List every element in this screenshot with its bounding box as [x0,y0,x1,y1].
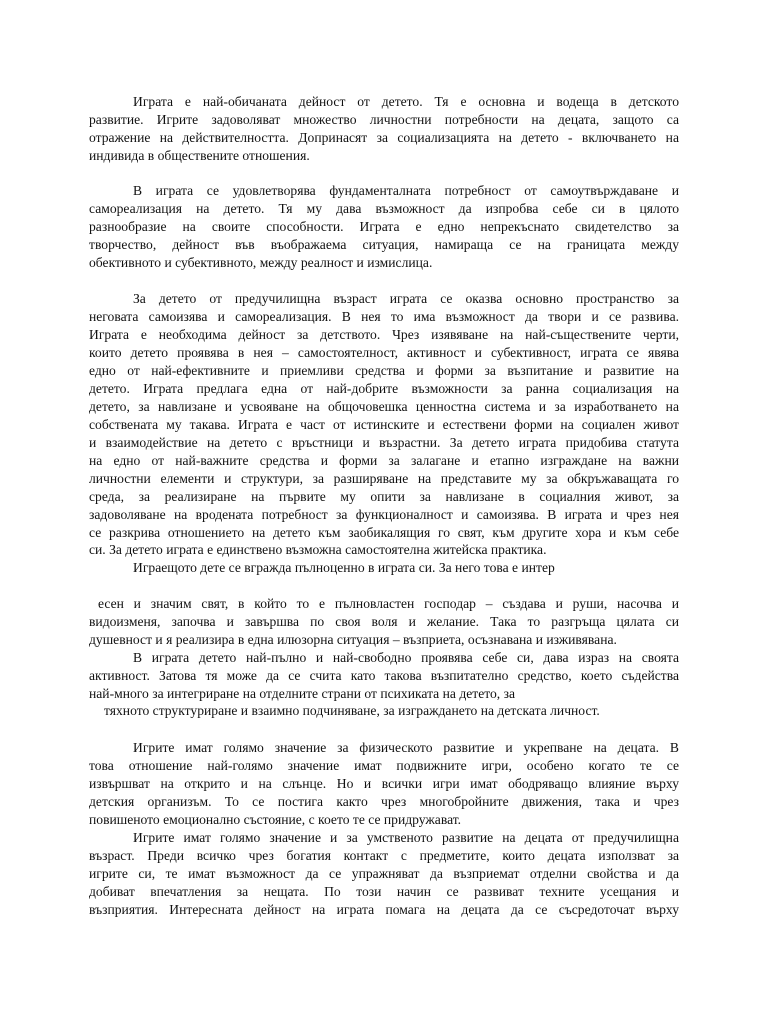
text-line: активност. Затова тя може да се счита като такова възпитателно средство, което съдейства [89,668,679,683]
text-line: душевност и я реализира в една илюзорна ситуация – възприета, осъзнавана и изживявана. [89,632,617,647]
text-line: индивида в обществените отношения. [89,148,310,163]
text-line: си. За детето играта е единствено възможна самостоятелна житейска практика. [89,542,547,557]
text-line: игрите си, те имат възможност да се упражняват да възприемат отделни свойства и да [89,866,679,881]
text-line: детето, за навлизане и усвояване на общочовешка ценностна система и за изработването на [89,399,679,414]
text-line: детето. Играта предлага една от най-добрите възможности за ранна социализация на [89,381,679,396]
text-line: на едно от най-важните средства и форми за залагане и етапно изграждане на важни [89,453,679,468]
text-line: Игрите имат голямо значение за физическото развитие и укрепване на децата. В [133,740,679,755]
text-line: и взаимодействие на детето с връстници и възрастни. За детето играта придобива статута [89,435,679,450]
text-line: тяхното структуриране и взаимно подчиняване, за изграждането на детската личност. [104,703,600,718]
text-line: обективното и субективното, между реалност и измислица. [89,255,433,270]
text-line: самореализация на детето. Тя му дава възможност да изпробва себе си в цялото [89,201,679,216]
text-line: възприятия. Интересната дейност на играта помага на децата да се съсредоточат върху [89,902,679,917]
text-line: възраст. Преди всичко чрез богатия контакт с предметите, които децата използват за [89,848,679,863]
text-line: Игрите имат голямо значение и за умственото развитие на децата от предучилищна [133,830,679,845]
text-line: отражение на действителността. Допринасят за социализацията на детето - включването на [89,130,679,145]
text-line: детския организъм. То се постига както чрез многобройните движения, така и чрез [89,794,679,809]
text-line: това отношение най-голямо значение имат подвижните игри, особено когато те се [89,758,679,773]
text-line: Играещото дете се вгражда пълноценно в играта си. За него това е интер [133,560,555,575]
text-line: задоволяване на вродената потребност за функционалност и самоизява. В играта и чрез нея [89,507,679,522]
text-line: Играта е най-обичаната дейност от детето. Тя е основна и водеща в детското [133,94,679,109]
text-line: най-много за интегриране на отделните страни от психиката на детето, за [89,686,516,701]
text-line: Играта е необходима дейност за детството. Чрез изявяване на най-съществените черти, [89,327,679,342]
text-line: едно от най-ефективните и приемливи средства и форми за възпитание и развитие на [89,363,679,378]
text-line: личностни елементи и структури, за разширяване на представите му за обкръжаващата го [89,471,679,486]
text-line: които детето проявява в нея – самостоятелност, активност и субективност, играта се явява [89,345,679,360]
text-line: добиват впечатления за нещата. По този начин се развиват техните усещания и [89,884,679,899]
text-line: видоизменя, започва и завършва по своя воля и желание. Така то разгръща цялата си [89,614,679,629]
text-line: В играта детето най-пълно и най-свободно проявява себе си, дава израз на своята [133,650,679,665]
text-line: се разкрива отношението на детето към заобикалящия го свят, към другите хора и към себе [89,525,679,540]
text-line: собствената му такава. Играта е част от истинските и естествени форми на социален живот [89,417,679,432]
text-line: повишеното емоционално състояние, с което те се придружават. [89,812,462,827]
text-line: За детето от предучилищна възраст играта се оказва основно пространство за [133,291,679,306]
text-line: В играта се удовлетворява фундаменталната потребност от самоутвърждаване и [133,183,679,198]
text-line: развитие. Игрите задоволяват множество личностни потребности на децата, защото са [89,112,679,127]
text-line: извършват на открито и на слънце. Но и всички игри имат ободряващо влияние върху [89,776,679,791]
text-line: неговата самоизява и самореализация. В нея то има възможност да твори и се развива. [89,309,679,324]
text-line: есен и значим свят, в който то е пълновластен господар – създава и руши, насочва и [98,596,679,611]
text-line: разнообразие на своите способности. Играта е едно непрекъснато свидетелство за [89,219,679,234]
text-line: творчество, дейност във въображаема ситуация, намираща се на границата между [89,237,679,252]
text-line: среда, за реализиране на първите му опити за навлизане в социалния живот, за [89,489,679,504]
